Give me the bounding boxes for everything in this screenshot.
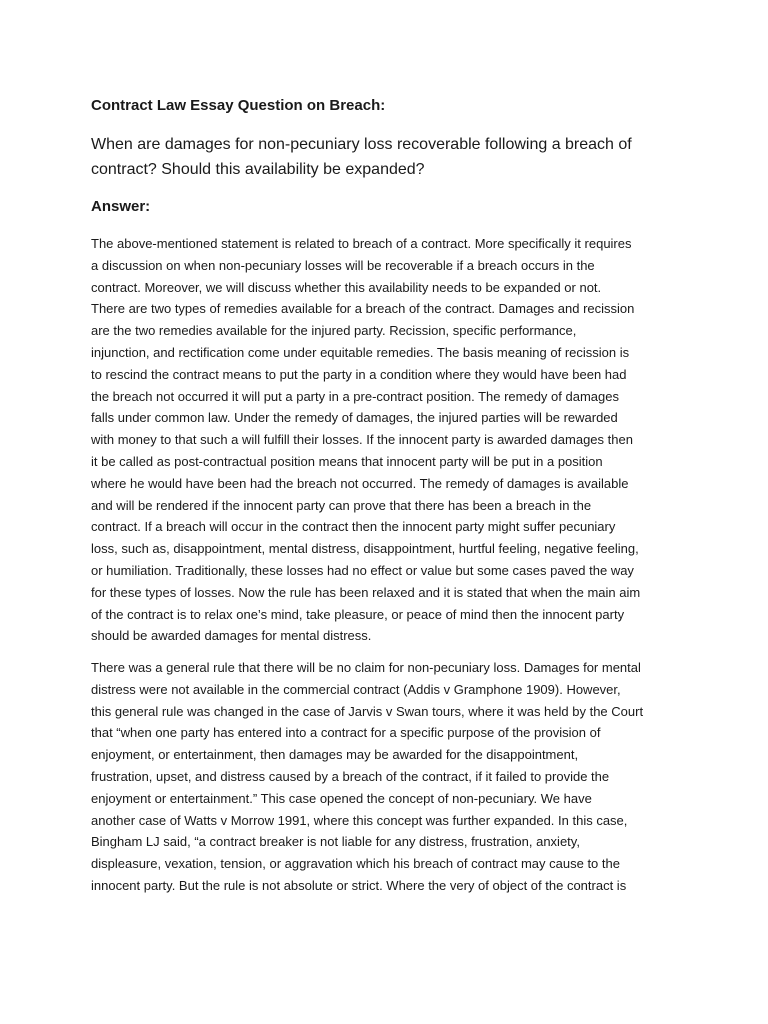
paragraph-line: of the contract is to relax one’s mind, take pleasure, or peace of mind then the innocent party [91,606,625,622]
paragraph-line: for these types of losses. Now the rule has been relaxed and it is stated that when the main aim [91,584,641,600]
paragraph-line: are the two remedies available for the injured party. Recission, specific performance, [91,323,577,339]
paragraph-line: should be awarded damages for mental distress. [91,628,372,644]
answer-heading: Answer: [91,198,151,215]
paragraph-line: There are two types of remedies available for a breach of the contract. Damages and recission [91,301,635,317]
paragraph-line: where he would have been had the breach not occurred. The remedy of damages is available [91,475,629,491]
paragraph-line: injunction, and rectification come under equitable remedies. The basis meaning of recission is [91,344,630,360]
paragraph-line: displeasure, vexation, tension, or aggravation which his breach of contract may cause to the [91,856,620,872]
question-line: When are damages for non-pecuniary loss recoverable following a breach of [91,136,632,153]
paragraph-line: to rescind the contract means to put the party in a condition where they would have been had [91,366,627,382]
paragraph-line: it be called as post-contractual position means that innocent party will be put in a position [91,453,603,469]
document-title: Contract Law Essay Question on Breach: [91,97,386,114]
answer-paragraph-2 [91,657,691,897]
paragraph-line: distress were not available in the commercial contract (Addis v Gramphone 1909). However, [91,681,621,697]
paragraph-line: The above-mentioned statement is related to breach of a contract. More specifically it requires [91,236,632,251]
paragraph-line: with money to that such a will fulfill their losses. If the innocent party is awarded damages then [91,432,633,448]
paragraph-line: and will be rendered if the innocent party can prove that there has been a breach in the [91,497,592,513]
paragraph-line: a discussion on when non-pecuniary losses will be recoverable if a breach occurs in the [91,257,595,273]
answer-paragraph-1 [91,233,691,647]
paragraph-line: contract. If a breach will occur in the contract then the innocent party might suffer pecuniary [91,519,616,535]
paragraph-line: innocent party. But the rule is not absolute or strict. Where the very of object of the contract is [91,877,627,893]
paragraph-line: Bingham LJ said, “a contract breaker is not liable for any distress, frustration, anxiety, [91,834,580,850]
paragraph-line: another case of Watts v Morrow 1991, where this concept was further expanded. In this case, [91,812,628,828]
paragraph-line: that “when one party has entered into a contract for a specific purpose of the provision of [91,725,601,741]
paragraph-line: falls under common law. Under the remedy of damages, the injured parties will be rewarded [91,410,618,426]
essay-question [91,132,681,182]
paragraph-line: frustration, upset, and distress caused by a breach of the contract, if it failed to provide the [91,768,610,784]
paragraph-line: enjoyment or entertainment.” This case opened the concept of non-pecuniary. We have [91,790,592,806]
question-line: contract? Should this availability be expanded? [91,161,425,178]
paragraph-line: contract. Moreover, we will discuss whether this availability needs to be expanded or not. [91,279,602,295]
paragraph-line: this general rule was changed in the case of Jarvis v Swan tours, where it was held by the Court [91,703,644,719]
paragraph-line: There was a general rule that there will be no claim for non-pecuniary loss. Damages for mental [91,660,641,675]
paragraph-line: enjoyment, or entertainment, then damages may be awarded for the disappointment, [91,747,579,763]
paragraph-line: the breach not occurred it will put a party in a pre-contract position. The remedy of damages [91,388,619,404]
paragraph-line: loss, such as, disappointment, mental distress, disappointment, hurtful feeling, negative feeling, [91,541,639,557]
paragraph-line: or humiliation. Traditionally, these losses had no effect or value but some cases paved the way [91,562,634,578]
